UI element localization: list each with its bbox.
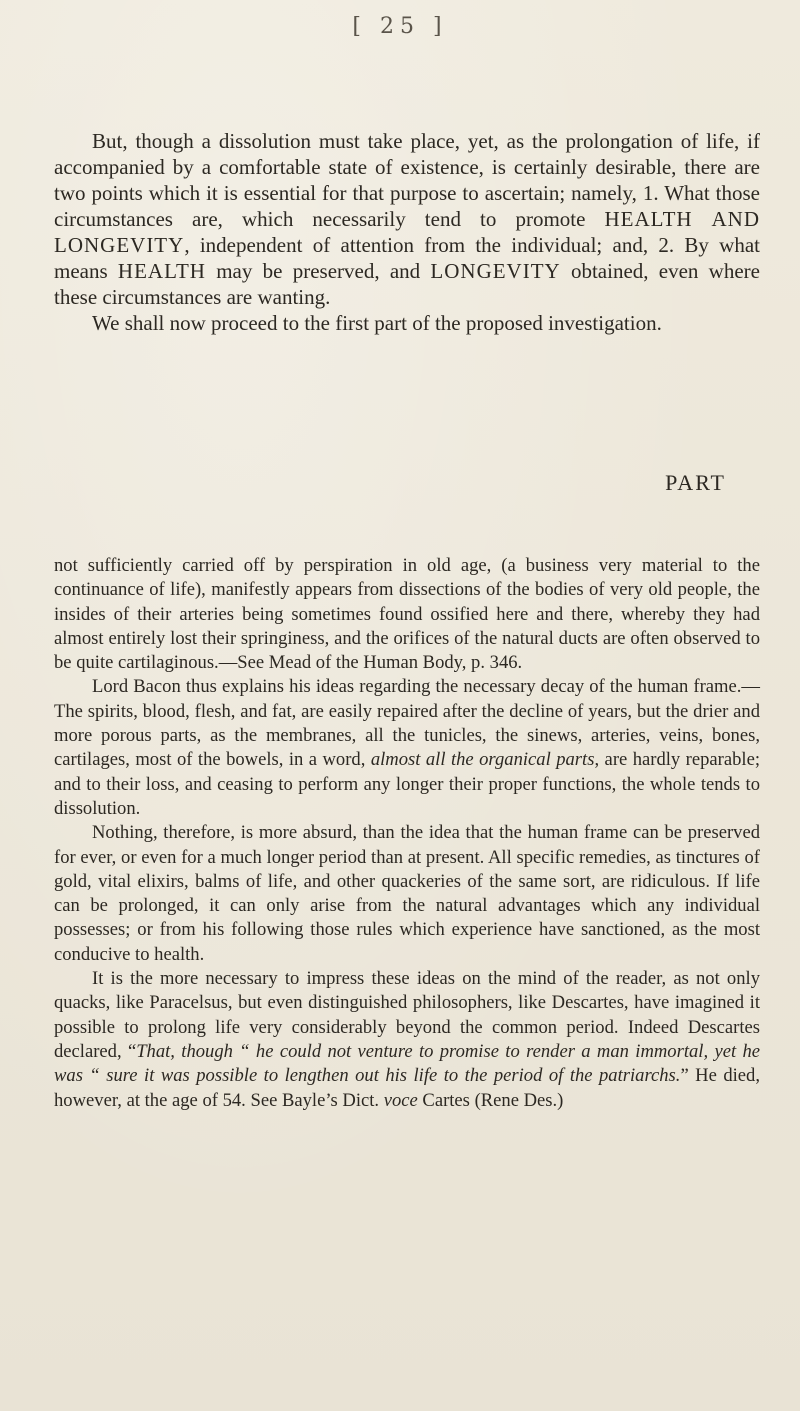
bacon-italic: almost all the organical parts [370, 749, 595, 771]
intro-paragraph [54, 128, 760, 310]
health-longevity-phrase: HEALTH AND LONGEVITY [54, 207, 760, 257]
descartes-text-1: It is the more necessary to impress these ideas on the mind of the reader, as not only quacks, like Paracelsus, but even distinguished philosophers, like Descartes, have imagined it possible to prolong life very considerably beyond the common period. Indeed Descartes declared, “ [54, 968, 760, 1062]
intro-text-1: But, though a dissolution must take place, yet, as the prolongation of life, if accompanied by a comfortable state of existence, is certainly desirable, there are two points which it is essential for that purpose to ascertain; namely, 1. What those circumstances are, which necessarily tend to promote [54, 129, 760, 231]
footnote-paragraph-descartes [54, 967, 760, 1113]
catchword-part: PART [665, 470, 726, 495]
intro-text-3: may be preserved, and [205, 259, 431, 283]
footnote-paragraph-1: not sufficiently carried off by perspiration in old age, (a business very material to the continuance of life), manifestly appears from dissections of the bodies of very old people, the insides of their arteries being sometimes found ossified here and there, whereby they had almost entirely lost their springiness, and the orifices of the natural ducts are often observed to be quite cartilaginous.—See Mead of the Human Body, p. 346. [54, 555, 760, 674]
intro-text-4: obtained, even where these circumstances are wanting. [54, 259, 760, 309]
footnote-paragraph-bacon [54, 675, 760, 821]
page-number: [ 25 ] [352, 14, 448, 39]
intro-text-2: , independent of attention from the individual; and, 2. By what means [54, 233, 760, 283]
longevity-word: LONGEVITY [430, 259, 561, 283]
health-word: HEALTH [117, 259, 206, 283]
descartes-quote: That, though “ he could not venture to promise to render a man immortal, yet he was “ sure it was possible to lengthen out his life to the period of the patriarchs. [54, 1040, 760, 1087]
footnote-paragraph-nothing: Nothing, therefore, is more absurd, than the idea that the human frame can be preserved for ever, or even for a much longer period than at present. All specific remedies, as tinctures of gold, vital elixirs, balms of life, and other quackeries of the same sort, are ridiculous. If life can be prolonged, it can only arise from the natural advantages which any individual possesses; or from his following those rules which experience have sanctioned, as the most conducive to health. [54, 822, 760, 965]
main-text [54, 128, 760, 336]
footnote-text [54, 554, 760, 1113]
voce-word: voce [383, 1089, 418, 1111]
descartes-text-2: ” He died, however, at the age of 54. See Bayle’s Dict. [54, 1065, 760, 1111]
bacon-text-1: Lord Bacon thus explains his ideas regarding the necessary decay of the human frame.—The spirits, blood, flesh, and fat, are easily repaired after the decline of years, but the drier and more porous parts, as the membranes, all the tunicles, the sinews, arteries, veins, bones, cartilages, most of the bowels, in a word, [54, 676, 760, 771]
descartes-text-3: Cartes (Rene Des.) [417, 1089, 564, 1111]
proceed-paragraph: We shall now proceed to the first part of the proposed investigation. [92, 311, 662, 335]
bacon-text-2: , are hardly reparable; and to their loss, and ceasing to perform any longer their proper functions, the whole tends to dissolution. [54, 749, 760, 819]
